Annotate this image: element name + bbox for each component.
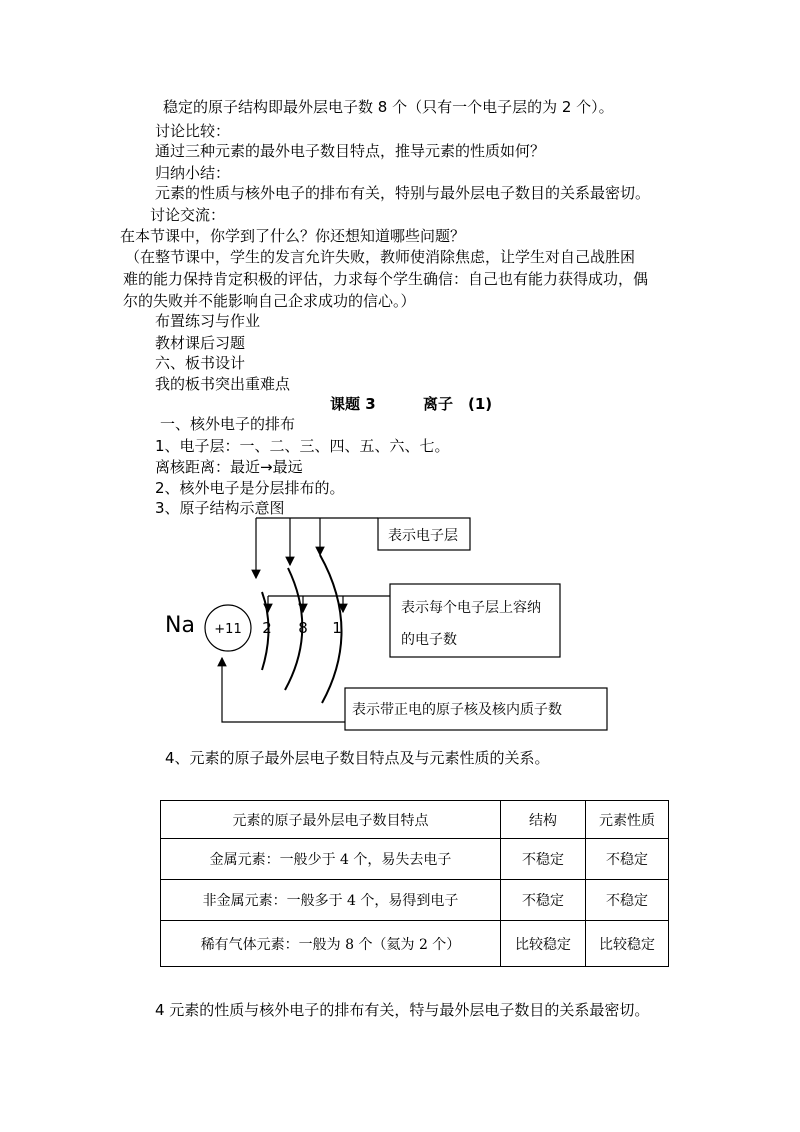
table-cell: 非金属元素：一般多于 4 个，易得到电子: [161, 880, 501, 921]
note-line-1: 一、核外电子的排布: [160, 415, 296, 433]
table-cell: 不稳定: [501, 880, 586, 921]
shell-count-3: 1: [332, 619, 342, 637]
section-4-heading: 4、元素的原子最外层电子数目特点及与元素性质的关系。: [165, 749, 550, 767]
note-line-3: 离核距离：最近→最远: [155, 458, 303, 476]
table-cell: 金属元素：一般少于 4 个，易失去电子: [161, 839, 501, 880]
nucleus-pointer: [222, 658, 345, 722]
table-header-cell: 元素性质: [586, 801, 669, 839]
text-line-6: 讨论交流：: [150, 206, 226, 224]
shell-count-2: 8: [298, 619, 308, 637]
element-symbol: Na: [165, 613, 195, 638]
text-line-10: 尔的失败并不能影响自己企求成功的信心。）: [123, 292, 416, 310]
text-line-2: 讨论比较：: [155, 122, 231, 140]
shell-count-1: 2: [262, 619, 272, 637]
table-cell: 不稳定: [586, 839, 669, 880]
text-line-1: 稳定的原子结构即最外层电子数 8 个（只有一个电子层的为 2 个）。: [163, 98, 614, 116]
conclusion-line: 4 元素的性质与核外电子的排布有关，特与最外层电子数目的关系最密切。: [155, 1001, 650, 1019]
note-line-4: 2、核外电子是分层排布的。: [155, 479, 345, 497]
table-cell: 比较稳定: [501, 921, 586, 967]
text-line-11: 布置练习与作业: [155, 312, 261, 330]
text-line-12: 教材课后习题: [155, 334, 246, 352]
element-property-table: [160, 800, 669, 967]
table-row: [161, 880, 669, 921]
label-nucleus: 表示带正电的原子核及核内质子数: [352, 702, 562, 718]
text-line-7: 在本节课中，你学到了什么？你还想知道哪些问题？: [120, 227, 466, 245]
text-line-14: 我的板书突出重难点: [155, 375, 291, 393]
text-line-8: （在整节课中，学生的发言允许失败，教师使消除焦虑，让学生对自己战胜困: [125, 248, 636, 266]
text-line-3: 通过三种元素的最外电子数目特点，推导元素的性质如何？: [155, 142, 546, 160]
text-line-13: 六、板书设计: [155, 354, 246, 372]
table-cell: 不稳定: [586, 880, 669, 921]
table-header-row: [161, 801, 669, 839]
text-line-5: 元素的性质与核外电子的排布有关，特别与最外层电子数目的关系最密切。: [155, 184, 651, 202]
lesson-title-number: 课题 3: [330, 395, 376, 413]
text-line-4: 归纳小结：: [155, 164, 231, 182]
table-row: [161, 839, 669, 880]
table-row: [161, 921, 669, 967]
label-electron-count-1: 表示每个电子层上容纳: [401, 600, 541, 616]
table-header-cell: 元素的原子最外层电子数目特点: [161, 801, 501, 839]
note-line-2: 1、电子层：一、二、三、四、五、六、七。: [155, 437, 450, 455]
label-electron-count-2: 的电子数: [401, 632, 457, 648]
lesson-title-name: 离子 (1): [423, 395, 493, 413]
nucleus-charge: +11: [214, 622, 242, 637]
label-electron-layer: 表示电子层: [388, 528, 458, 544]
table-cell: 不稳定: [501, 839, 586, 880]
text-line-9: 难的能力保持肯定积极的评估，力求每个学生确信：自己也有能力获得成功，偶: [123, 270, 649, 288]
table-header-cell: 结构: [501, 801, 586, 839]
table-cell: 比较稳定: [586, 921, 669, 967]
note-line-5: 3、原子结构示意图: [155, 499, 285, 517]
table-cell: 稀有气体元素：一般为 8 个（氦为 2 个）: [161, 921, 501, 967]
